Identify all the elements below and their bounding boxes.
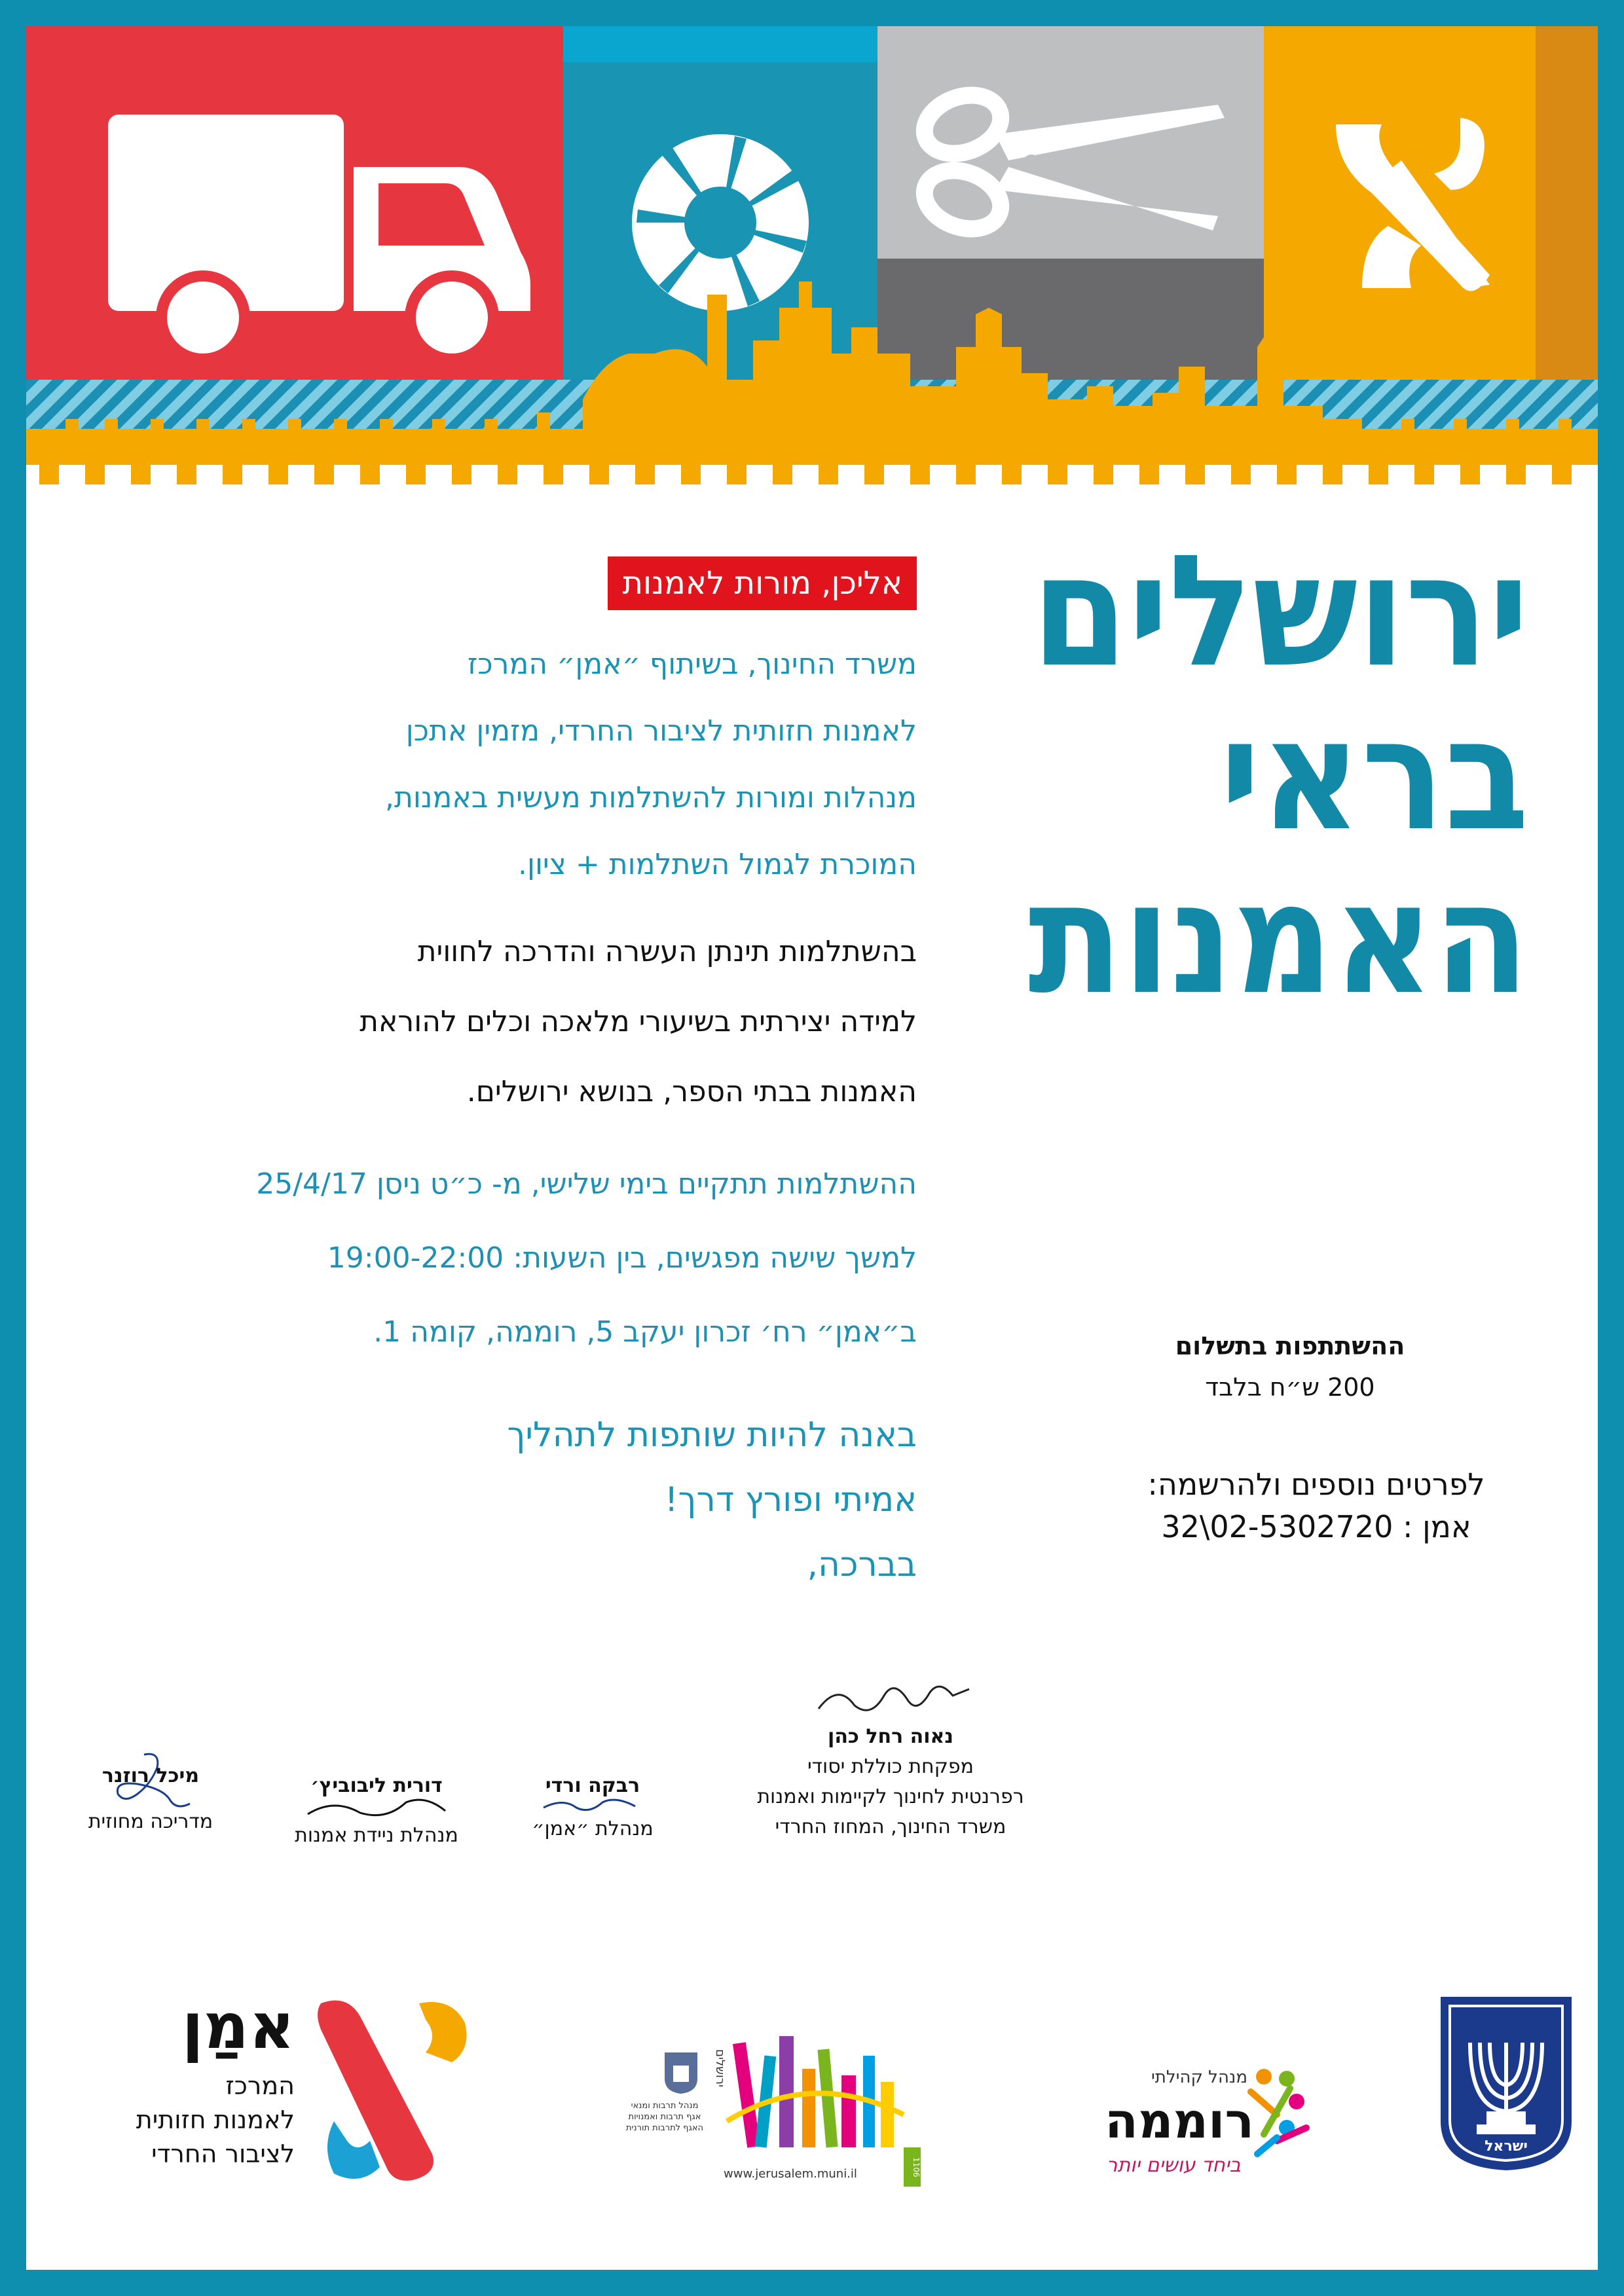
romema-name: רוממה [1105,2093,1254,2149]
amen-wordmark: אמ͏ַן [181,1990,295,2063]
schedule-line: למשך שישה מפגשים, בין השעות: 19:00-22:00 [327,1241,917,1275]
signatory-name: דורית ליבוביץ׳ [310,1774,443,1797]
amen-logo [65,1984,491,2193]
signatory-name: מיכל רוזנר [101,1764,200,1787]
intro-line: מנהלות ומורות להשתלמות מעשית באמנות, [385,781,917,814]
title-line-3: האמנות [1028,850,1529,1029]
signatory-name: נאוה רחל כהן [828,1725,953,1748]
state-emblem-logo [1428,1990,1585,2174]
signature-block-2 [504,1771,681,1844]
signature-block-1 [720,1669,1061,1842]
payment-info [1126,1326,1454,1408]
jerusalem-dept-line: אגף תרבות ואמנויות [628,2112,701,2122]
jerusalem-departments [616,2100,714,2134]
signatory-role: משרד החינוך, המחוז החרדי [775,1815,1006,1838]
jerusalem-url[interactable]: www.jerusalem.muni.il [724,2167,857,2181]
title-line-2: בראי [1219,686,1529,865]
signatory-name: רבקה ורדי [545,1774,640,1797]
payment-amount: 200 ש״ח בלבד [1205,1373,1375,1402]
intro-line: המוכרת לגמול השתלמות + ציון. [517,848,917,881]
jerusalem-dept-line: מנהל תרבות ומנאי [631,2101,699,2111]
amen-aleph-icon [308,1990,485,2193]
intro-line: משרד החינוך, בשיתוף ״אמן״ המרכז [468,647,917,681]
schedule-paragraph [92,1147,917,1369]
closing-line: באנה להיות שותפות לתהליך [507,1415,917,1455]
jerusalem-skyline [26,268,1598,498]
body-paragraph [92,917,917,1127]
jerusalem-crest-icon [661,2049,701,2095]
state-emblem-label: ישראל [1485,2138,1528,2155]
closing-paragraph [92,1403,917,1597]
signatory-role: מפקחת כוללת יסודי [807,1755,974,1778]
signatory-role: מדריכה מחוזית [88,1810,213,1833]
payment-heading: ההשתתפות בתשלום [1175,1332,1405,1360]
jerusalem-colorful-skyline-icon [714,2030,910,2160]
signature-block-3 [268,1771,485,1851]
poster [26,26,1598,2270]
intro-line: לאמנות חזותית לציבור החרדי, מזמין אתכן [405,714,917,748]
intro-paragraph [92,631,917,898]
jerusalem-city-label: ירושלים [713,2049,727,2088]
body-line: בהשתלמות תינתן העשרה והדרכה לחווית [417,935,917,968]
amen-subtitle-line: לאמנות חזותית [136,2105,295,2134]
registration-heading: לפרטים נוספים ולהרשמה: [1147,1467,1485,1502]
romema-tagline: ביחד עושים יותר [1106,2154,1241,2177]
body-line: האמנות בבתי הספר, בנושא ירושלים. [466,1075,917,1108]
signatory-role: מנהלת ניידת אמנות [295,1824,458,1847]
jerusalem-badge: 1106 [904,2147,921,2187]
jerusalem-municipality-logo [616,2030,923,2206]
jerusalem-dept-line: האגף לתרבות תורנית [625,2123,704,2133]
signature-scribble [792,1669,989,1722]
schedule-line: ב״אמן״ רח׳ זכרון יעקב 5, רוממה, קומה 1. [373,1315,917,1349]
main-title [887,522,1529,1029]
signature-block-4 [65,1761,236,1837]
amen-subtitle-line: המרכז [225,2071,295,2100]
romema-logo [1061,2062,1336,2206]
greeting-label: אליכן, מורות לאמנות [608,556,917,610]
body-line: למידה יצירתית בשיעורי מלאכה וכלים להוראת [360,1005,917,1038]
closing-line: אמיתי ופורץ דרך! [664,1480,917,1520]
registration-info [1133,1463,1500,1548]
romema-top-text: מנהל קהילתי [1151,2068,1247,2087]
registration-phone: אמן : 02-5302720\32 [1161,1509,1471,1544]
signatory-role: מנהלת ״אמן״ [532,1817,654,1840]
schedule-line: ההשתלמות תתקיים בימי שלישי, מ- כ״ט ניסן 25/4/17 [256,1167,917,1201]
amen-subtitle [136,2069,295,2171]
closing-line: בברכה, [807,1545,917,1584]
signatory-role: רפרנטית לחינוך לקיימות ואמנות [757,1785,1024,1808]
title-line-1: ירושלים [1031,522,1529,701]
amen-subtitle-line: לציבור החרדי [151,2140,295,2168]
